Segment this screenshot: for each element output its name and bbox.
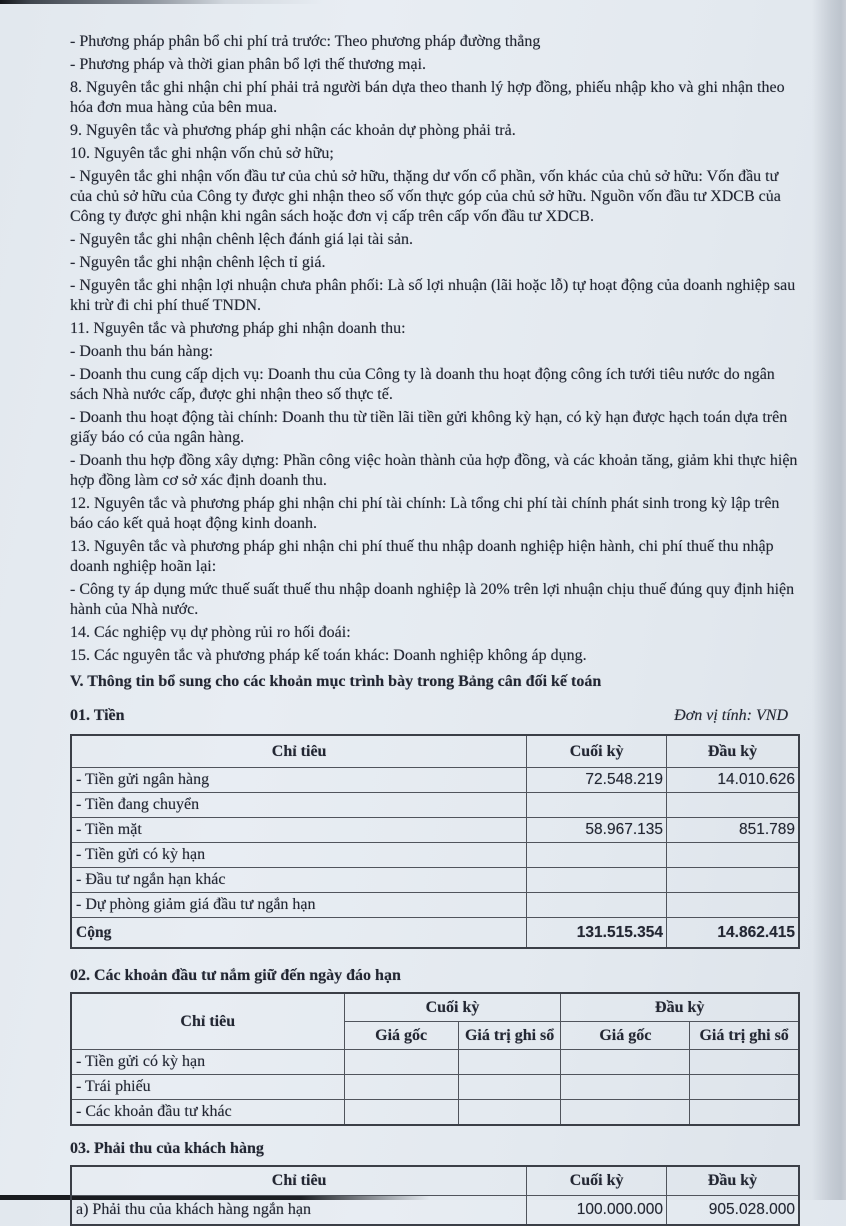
note-paragraph: - Phương pháp phân bổ chi phí trả trước: Theo phương pháp đường thẳng	[70, 33, 541, 50]
cash-table-header-row	[71, 735, 799, 768]
scan-right-edge-artifact	[812, 0, 846, 1200]
cash-table	[70, 734, 800, 949]
value-cell: 905.028.000	[667, 1196, 800, 1226]
note-paragraph: - Doanh thu hợp đồng xây dựng: Phần công việc hoàn thành của hợp đồng, và các khoản tăng, giảm khi thực hiện hợp đồng làm cơ sở xác định doanh thu.	[70, 452, 798, 489]
note-paragraph: 8. Nguyên tắc ghi nhận chi phí phải trả người bán dựa theo thanh lý hợp đồng, phiếu nhập kho và ghi nhận theo hóa đơn mua hàng của bên mua.	[70, 79, 785, 116]
scan-top-edge-artifact	[0, 0, 500, 4]
note-paragraph: 9. Nguyên tắc và phương pháp ghi nhận các khoản dự phòng phải trả.	[70, 122, 516, 139]
total-label: Cộng	[71, 918, 527, 949]
section-02-title: 02. Các khoản đầu tư nắm giữ đến ngày đáo hạn	[70, 967, 401, 984]
value-cell	[690, 1050, 799, 1075]
total-value-cell: 14.862.415	[667, 918, 800, 949]
table-row	[71, 1196, 799, 1226]
column-header: Đầu kỳ	[667, 735, 800, 768]
value-cell	[458, 1075, 561, 1100]
value-cell	[561, 1050, 690, 1075]
note-paragraph: 13. Nguyên tắc và phương pháp ghi nhận chi phí thuế thu nhập doanh nghiệp hiện hành, chi phí thuế thu nhập doanh nghiệp hoãn lại:	[70, 538, 774, 575]
held-to-maturity-table	[70, 992, 800, 1126]
row-label: - Dự phòng giảm giá đầu tư ngắn hạn	[71, 893, 527, 918]
section-01-title: 01. Tiền	[70, 707, 125, 724]
table-row	[71, 868, 799, 893]
row-label: - Tiền gửi có kỳ hạn	[71, 843, 527, 868]
value-cell	[667, 868, 800, 893]
value-cell	[690, 1100, 799, 1126]
row-label: - Đầu tư ngắn hạn khác	[71, 868, 527, 893]
table-row	[71, 1100, 799, 1126]
note-paragraph: 15. Các nguyên tắc và phương pháp kế toán khác: Doanh nghiệp không áp dụng.	[70, 647, 587, 664]
value-cell: 100.000.000	[527, 1196, 667, 1226]
value-cell: 14.010.626	[667, 768, 800, 793]
table-row	[71, 843, 799, 868]
sub-header: Giá trị ghi sổ	[690, 1022, 799, 1050]
note-paragraph: 14. Các nghiệp vụ dự phòng rủi ro hối đoái:	[70, 624, 351, 641]
table-row	[71, 1050, 799, 1075]
sub-header: Giá gốc	[344, 1022, 458, 1050]
value-cell	[667, 893, 800, 918]
group-header: Cuối kỳ	[344, 993, 561, 1022]
value-cell: 58.967.135	[527, 818, 667, 843]
group-header-row	[71, 993, 799, 1022]
receivables-header-row	[71, 1166, 799, 1196]
row-label: - Tiền mặt	[71, 818, 527, 843]
column-header: Chỉ tiêu	[71, 993, 344, 1050]
value-cell: 72.548.219	[527, 768, 667, 793]
value-cell	[561, 1075, 690, 1100]
note-paragraph: - Doanh thu hoạt động tài chính: Doanh thu từ tiền lãi tiền gửi không kỳ hạn, có kỳ hạn được hạch toán dựa trên giấy báo có của ngân hàng.	[70, 409, 788, 446]
row-label: - Tiền gửi ngân hàng	[71, 768, 527, 793]
total-row	[71, 918, 799, 949]
sub-header: Giá trị ghi sổ	[458, 1022, 561, 1050]
value-cell	[667, 793, 800, 818]
column-header: Cuối kỳ	[527, 1166, 667, 1196]
value-cell: 851.789	[667, 818, 800, 843]
total-value-cell: 131.515.354	[527, 918, 667, 949]
document-content	[70, 32, 800, 1226]
note-paragraph: - Nguyên tắc ghi nhận vốn đầu tư của chủ sở hữu, thặng dư vốn cổ phần, vốn khác của chủ sở hữu: Vốn đầu tư của chủ sở hữu của Công ty được ghi nhận theo số vốn thực góp của chủ sở hữu. Nguồn vốn đầu tư XDCB của Công ty được ghi nhận khi ngân sách hoặc đơn vị cấp trên cấp vốn đầu tư XDCB.	[70, 168, 781, 225]
note-paragraph: - Doanh thu cung cấp dịch vụ: Doanh thu của Công ty là doanh thu hoạt động công ích tưới tiêu nước do ngân sách Nhà nước cấp, được ghi nhận theo số thực tế.	[70, 366, 775, 403]
column-header: Đầu kỳ	[667, 1166, 800, 1196]
note-paragraph: 11. Nguyên tắc và phương pháp ghi nhận doanh thu:	[70, 320, 406, 337]
section-01-header	[70, 706, 800, 726]
note-paragraph: - Doanh thu bán hàng:	[70, 343, 214, 360]
row-label: - Các khoản đầu tư khác	[71, 1100, 344, 1126]
value-cell	[344, 1100, 458, 1126]
value-cell	[527, 893, 667, 918]
sub-header: Giá gốc	[561, 1022, 690, 1050]
value-cell	[527, 793, 667, 818]
value-cell	[561, 1100, 690, 1126]
receivables-table	[70, 1165, 800, 1226]
table-row	[71, 793, 799, 818]
value-cell	[344, 1050, 458, 1075]
value-cell	[344, 1075, 458, 1100]
value-cell	[527, 868, 667, 893]
row-label: - Trái phiếu	[71, 1075, 344, 1100]
row-label: a) Phải thu của khách hàng ngắn hạn	[71, 1196, 527, 1226]
section-03-title: 03. Phải thu của khách hàng	[70, 1140, 264, 1157]
note-paragraph: - Phương pháp và thời gian phân bổ lợi thế thương mại.	[70, 56, 427, 73]
table-row	[71, 818, 799, 843]
value-cell	[458, 1050, 561, 1075]
group-header: Đầu kỳ	[561, 993, 799, 1022]
note-paragraph: 10. Nguyên tắc ghi nhận vốn chủ sở hữu;	[70, 145, 334, 162]
section-v-heading: V. Thông tin bổ sung cho các khoản mục trình bày trong Bảng cân đối kế toán	[70, 673, 602, 690]
table-row	[71, 893, 799, 918]
note-paragraph: - Công ty áp dụng mức thuế suất thuế thu nhập doanh nghiệp là 20% trên lợi nhuận chịu thuế đúng quy định hiện hành của Nhà nước.	[70, 581, 795, 618]
value-cell	[690, 1075, 799, 1100]
column-header: Chỉ tiêu	[71, 1166, 527, 1196]
note-paragraph: 12. Nguyên tắc và phương pháp ghi nhận chi phí tài chính: Là tổng chi phí tài chính phát sinh trong kỳ lập trên báo cáo kết quả hoạt động kinh doanh.	[70, 495, 780, 532]
note-paragraph: - Nguyên tắc ghi nhận chênh lệch đánh giá lại tài sản.	[70, 231, 413, 248]
value-cell	[667, 843, 800, 868]
note-paragraph: - Nguyên tắc ghi nhận chênh lệch tỉ giá.	[70, 254, 326, 271]
column-header: Chỉ tiêu	[71, 735, 527, 768]
row-label: - Tiền gửi có kỳ hạn	[71, 1050, 344, 1075]
column-header: Cuối kỳ	[527, 735, 667, 768]
row-label: - Tiền đang chuyển	[71, 793, 527, 818]
unit-label: Đơn vị tính: VND	[674, 707, 788, 724]
table-row	[71, 768, 799, 793]
value-cell	[527, 843, 667, 868]
table-row	[71, 1075, 799, 1100]
value-cell	[458, 1100, 561, 1126]
note-paragraph: - Nguyên tắc ghi nhận lợi nhuận chưa phân phối: Là số lợi nhuận (lãi hoặc lỗ) tự hoạt động của doanh nghiệp sau khi trừ đi chi phí thuế TNDN.	[70, 277, 796, 314]
